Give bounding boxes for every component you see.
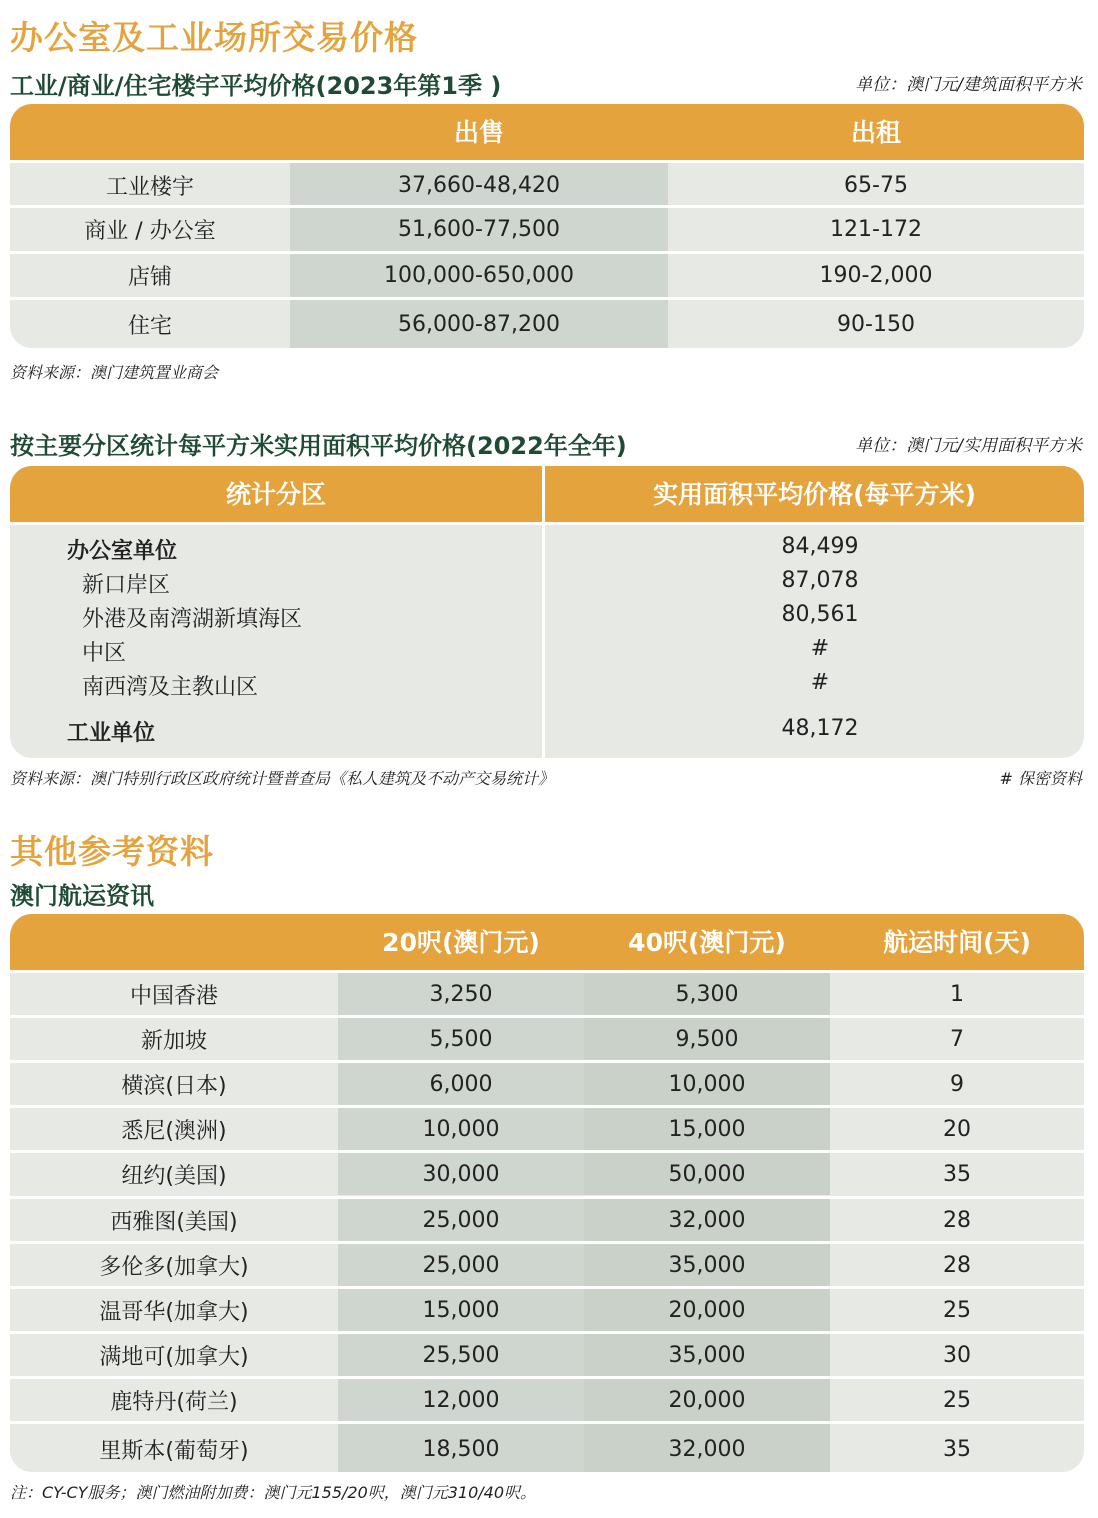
table-row bbox=[10, 1018, 1084, 1060]
destination: 鹿特丹(荷兰) bbox=[10, 1379, 338, 1421]
district-label: 新口岸区 bbox=[82, 573, 171, 598]
header-avg-price: 实用面积平均价格(每平方米) bbox=[653, 480, 976, 509]
shipping-days: 30 bbox=[830, 1334, 1084, 1376]
price-20ft: 30,000 bbox=[338, 1153, 584, 1195]
header-rent: 出租 bbox=[850, 118, 901, 147]
table-row bbox=[10, 163, 1084, 207]
section2-unit: 单位：澳门元/实用面积平方米 bbox=[855, 436, 1082, 456]
district-label: 南西湾及主教山区 bbox=[82, 675, 259, 700]
section1-title: 办公室及工业场所交易价格 bbox=[10, 18, 418, 57]
shipping-days: 20 bbox=[830, 1108, 1084, 1150]
price-20ft: 12,000 bbox=[338, 1379, 584, 1421]
section1-subtitle: 工业/商业/住宅楼宇平均价格(2023年第1季 ) bbox=[10, 72, 502, 100]
shipping-table bbox=[10, 914, 1084, 1472]
price-40ft: 32,000 bbox=[584, 1199, 830, 1241]
shipping-table-header bbox=[10, 914, 1084, 970]
table-row bbox=[10, 1289, 1084, 1331]
price-20ft: 25,500 bbox=[338, 1334, 584, 1376]
rent-price: 65-75 bbox=[668, 163, 1084, 207]
price-20ft: 6,000 bbox=[338, 1063, 584, 1105]
column-divider bbox=[542, 466, 545, 758]
price-table bbox=[10, 104, 1084, 348]
sale-price: 51,600-77,500 bbox=[290, 208, 668, 251]
price-20ft: 25,000 bbox=[338, 1244, 584, 1286]
destination: 悉尼(澳洲) bbox=[10, 1108, 338, 1150]
shipping-days: 35 bbox=[830, 1424, 1084, 1472]
price-20ft: 3,250 bbox=[338, 973, 584, 1015]
section1-source: 资料来源：澳门建筑置业商会 bbox=[10, 363, 219, 382]
sale-price: 56,000-87,200 bbox=[290, 300, 668, 348]
price-40ft: 35,000 bbox=[584, 1334, 830, 1376]
table-row bbox=[10, 1244, 1084, 1286]
row-label: 商业 / 办公室 bbox=[10, 208, 290, 251]
header-divider bbox=[10, 522, 1084, 525]
price-20ft: 18,500 bbox=[338, 1424, 584, 1472]
sale-price: 100,000-650,000 bbox=[290, 254, 668, 297]
table-row bbox=[10, 1379, 1084, 1421]
table-row bbox=[10, 1108, 1084, 1150]
destination: 纽约(美国) bbox=[10, 1153, 338, 1195]
destination: 温哥华(加拿大) bbox=[10, 1289, 338, 1331]
confidential-note: # 保密资料 bbox=[999, 769, 1082, 788]
row-label: 住宅 bbox=[10, 300, 290, 348]
destination: 中国香港 bbox=[10, 973, 338, 1015]
avg-price-value: 84,499 bbox=[781, 534, 859, 559]
table-row bbox=[10, 1199, 1084, 1241]
header-40ft: 40呎(澳门元) bbox=[628, 928, 786, 957]
price-20ft: 25,000 bbox=[338, 1199, 584, 1241]
destination: 新加坡 bbox=[10, 1018, 338, 1060]
shipping-days: 9 bbox=[830, 1063, 1084, 1105]
shipping-days: 1 bbox=[830, 973, 1084, 1015]
table-row bbox=[10, 973, 1084, 1015]
price-table-header bbox=[10, 104, 1084, 160]
shipping-days: 35 bbox=[830, 1153, 1084, 1195]
category-label: 办公室单位 bbox=[67, 539, 178, 564]
price-40ft: 5,300 bbox=[584, 973, 830, 1015]
destination: 满地可(加拿大) bbox=[10, 1334, 338, 1376]
price-40ft: 35,000 bbox=[584, 1244, 830, 1286]
district-table bbox=[10, 466, 1084, 758]
section1-unit: 单位：澳门元/建筑面积平方米 bbox=[855, 75, 1082, 95]
price-40ft: 32,000 bbox=[584, 1424, 830, 1472]
table-row bbox=[10, 1334, 1084, 1376]
row-label: 工业楼宇 bbox=[10, 163, 290, 207]
district-label: 外港及南湾湖新填海区 bbox=[82, 607, 303, 632]
avg-price-value: 87,078 bbox=[781, 568, 859, 593]
destination: 横滨(日本) bbox=[10, 1063, 338, 1105]
price-40ft: 10,000 bbox=[584, 1063, 830, 1105]
price-20ft: 10,000 bbox=[338, 1108, 584, 1150]
shipping-days: 7 bbox=[830, 1018, 1084, 1060]
table-row bbox=[10, 1063, 1084, 1105]
shipping-days: 28 bbox=[830, 1199, 1084, 1241]
section3-note: 注：CY-CY服务；澳门燃油附加费：澳门元155/20呎，澳门元310/40呎。 bbox=[10, 1483, 537, 1502]
table-row bbox=[10, 300, 1084, 348]
table-row bbox=[10, 1153, 1084, 1195]
table-row bbox=[10, 254, 1084, 297]
price-40ft: 9,500 bbox=[584, 1018, 830, 1060]
district-label: 中区 bbox=[82, 641, 127, 666]
header-20ft: 20呎(澳门元) bbox=[382, 928, 540, 957]
destination: 里斯本(葡萄牙) bbox=[10, 1424, 338, 1472]
section3-title: 其他参考资料 bbox=[10, 832, 214, 871]
shipping-days: 25 bbox=[830, 1379, 1084, 1421]
price-40ft: 20,000 bbox=[584, 1379, 830, 1421]
header-district: 统计分区 bbox=[225, 480, 326, 509]
table-row bbox=[10, 1424, 1084, 1472]
header-sale: 出售 bbox=[453, 118, 504, 147]
shipping-days: 28 bbox=[830, 1244, 1084, 1286]
avg-price-value: 48,172 bbox=[781, 716, 859, 741]
sale-price: 37,660-48,420 bbox=[290, 163, 668, 207]
section3-subtitle: 澳门航运资讯 bbox=[10, 882, 154, 910]
avg-price-value: # bbox=[810, 636, 830, 661]
price-40ft: 50,000 bbox=[584, 1153, 830, 1195]
avg-price-value: 80,561 bbox=[781, 602, 859, 627]
row-label: 店铺 bbox=[10, 254, 290, 297]
price-40ft: 20,000 bbox=[584, 1289, 830, 1331]
rent-price: 121-172 bbox=[668, 208, 1084, 251]
section2-subtitle: 按主要分区统计每平方米实用面积平均价格(2022年全年) bbox=[10, 432, 627, 460]
header-days: 航运时间(天) bbox=[883, 928, 1031, 957]
category-label: 工业单位 bbox=[67, 721, 156, 746]
price-20ft: 5,500 bbox=[338, 1018, 584, 1060]
destination: 西雅图(美国) bbox=[10, 1199, 338, 1241]
rent-price: 190-2,000 bbox=[668, 254, 1084, 297]
district-table-header bbox=[10, 466, 1084, 522]
destination: 多伦多(加拿大) bbox=[10, 1244, 338, 1286]
avg-price-value: # bbox=[810, 670, 830, 695]
shipping-days: 25 bbox=[830, 1289, 1084, 1331]
section2-source: 资料来源：澳门特别行政区政府统计暨普查局《私人建筑及不动产交易统计》 bbox=[10, 769, 555, 788]
price-40ft: 15,000 bbox=[584, 1108, 830, 1150]
rent-price: 90-150 bbox=[668, 300, 1084, 348]
price-20ft: 15,000 bbox=[338, 1289, 584, 1331]
table-row bbox=[10, 208, 1084, 251]
